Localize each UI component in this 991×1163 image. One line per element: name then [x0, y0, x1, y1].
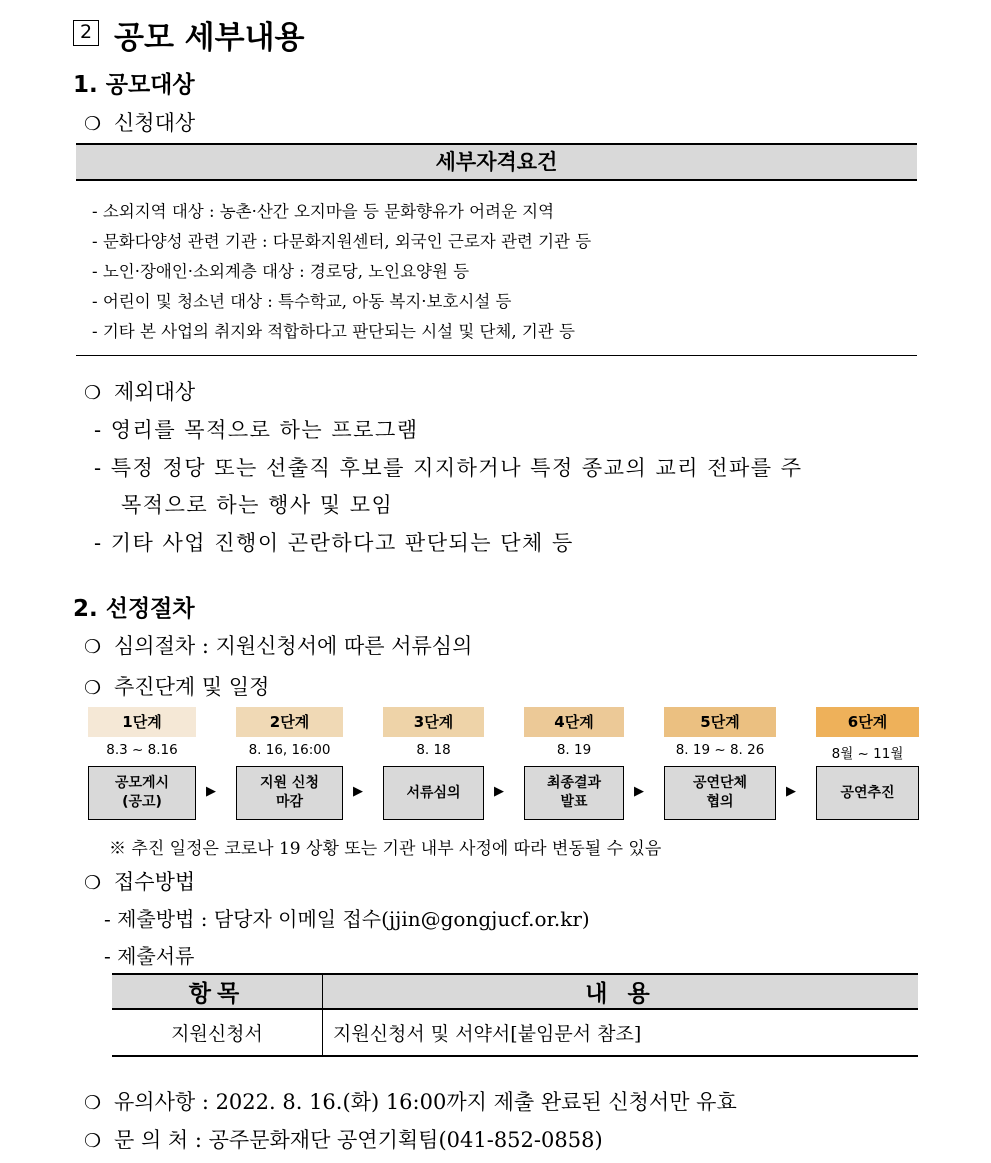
submission-method: - 제출방법 : 담당자 이메일 접수(jjin@gongjucf.or.kr): [104, 907, 590, 931]
qual-item: - 어린이 및 청소년 대상 : 특수학교, 아동 복지·보호시설 등: [92, 292, 512, 311]
step-box: 공모게시 (공고): [88, 766, 196, 820]
step-label: 3단계: [383, 707, 484, 737]
step-label: 1단계: [88, 707, 196, 737]
table-cell-item: 지원신청서: [112, 1009, 323, 1056]
heading-selection-process: 2. 선정절차: [73, 596, 195, 622]
bullet-circle-icon: ❍: [84, 1092, 102, 1114]
heading-recruit-target: 1. 공모대상: [73, 72, 195, 98]
qual-item: - 소외지역 대상 : 농촌·산간 오지마을 등 문화향유가 어려운 지역: [92, 202, 555, 221]
arrow-right-icon: ▶: [494, 784, 504, 799]
step-label: 2단계: [236, 707, 343, 737]
table-header-content: 내 용: [323, 974, 919, 1009]
caution-text: 유의사항 : 2022. 8. 16.(화) 16:00까지 제출 완료된 신청서만 유효: [114, 1090, 737, 1114]
qual-item: - 기타 본 사업의 취지와 적합하다고 판단되는 시설 및 단체, 기관 등: [92, 322, 575, 341]
bullet-circle-icon: ❍: [84, 382, 102, 404]
step-label: 5단계: [664, 707, 776, 737]
bullet-exclude-target: [84, 376, 195, 406]
bullet-caution: [84, 1086, 737, 1116]
submission-title: 접수방법: [114, 870, 196, 894]
arrow-right-icon: ▶: [206, 784, 216, 799]
bullet-circle-icon: ❍: [84, 636, 102, 658]
step-box: 최종결과 발표: [524, 766, 624, 820]
step-date: 8월 ~ 11월: [831, 746, 904, 762]
exclude-item: - 특정 정당 또는 선출직 후보를 지지하거나 특정 종교의 교리 전파를 주: [94, 456, 803, 480]
qualification-header: 세부자격요건: [76, 143, 917, 181]
submission-documents: - 제출서류: [104, 944, 195, 968]
step-label: 6단계: [816, 707, 919, 737]
table-header-item: 항목: [112, 974, 323, 1009]
step-date: 8. 18: [416, 742, 451, 758]
table-cell-content: 지원신청서 및 서약서[붙임문서 참조]: [323, 1009, 919, 1056]
bullet-circle-icon: ❍: [84, 872, 102, 894]
bullet-submission: [84, 866, 195, 896]
step-date: 8. 19 ~ 8. 26: [675, 742, 765, 758]
step-box: 서류심의: [383, 766, 484, 820]
step-box: 공연추진: [816, 766, 919, 820]
exclude-item: - 기타 사업 진행이 곤란하다고 판단되는 단체 등: [94, 531, 574, 555]
step-box: 공연단체 협의: [664, 766, 776, 820]
step-date: 8. 16, 16:00: [248, 742, 331, 758]
apply-target-label: 신청대상: [114, 111, 196, 135]
step-box: 지원 신청 마감: [236, 766, 343, 820]
bullet-circle-icon: ❍: [84, 1130, 102, 1152]
bullet-review-process: [84, 630, 472, 660]
documents-table: [112, 973, 918, 1057]
qual-item: - 노인·장애인·소외계층 대상 : 경로당, 노인요양원 등: [92, 262, 470, 281]
section-number-box: 2: [73, 20, 99, 46]
exclude-item: - 영리를 목적으로 하는 프로그램: [94, 418, 419, 442]
bullet-circle-icon: ❍: [84, 677, 102, 699]
arrow-right-icon: ▶: [786, 784, 796, 799]
bullet-apply-target: [84, 107, 195, 137]
arrow-right-icon: ▶: [353, 784, 363, 799]
bullet-circle-icon: ❍: [84, 113, 102, 135]
bullet-schedule: [84, 671, 269, 701]
table-row: [112, 1009, 918, 1056]
qualification-divider: [76, 355, 917, 356]
schedule-note: ※ 추진 일정은 코로나 19 상황 또는 기관 내부 사정에 따라 변동될 수 있음: [109, 839, 662, 859]
bullet-contact: [84, 1124, 603, 1154]
exclude-target-label: 제외대상: [114, 380, 196, 404]
step-date: 8.3 ~ 8.16: [106, 742, 178, 758]
step-label: 4단계: [524, 707, 624, 737]
schedule-title: 추진단계 및 일정: [114, 675, 270, 699]
contact-text: 문 의 처 : 공주문화재단 공연기획팀(041-852-0858): [114, 1128, 603, 1152]
exclude-item-continued: 목적으로 하는 행사 및 모임: [121, 493, 394, 517]
arrow-right-icon: ▶: [634, 784, 644, 799]
qual-item: - 문화다양성 관련 기관 : 다문화지원센터, 외국인 근로자 관련 기관 등: [92, 232, 592, 251]
step-date: 8. 19: [556, 742, 592, 758]
section-title: 공모 세부내용: [114, 20, 305, 56]
review-process-text: 심의절차 : 지원신청서에 따른 서류심의: [114, 634, 473, 658]
